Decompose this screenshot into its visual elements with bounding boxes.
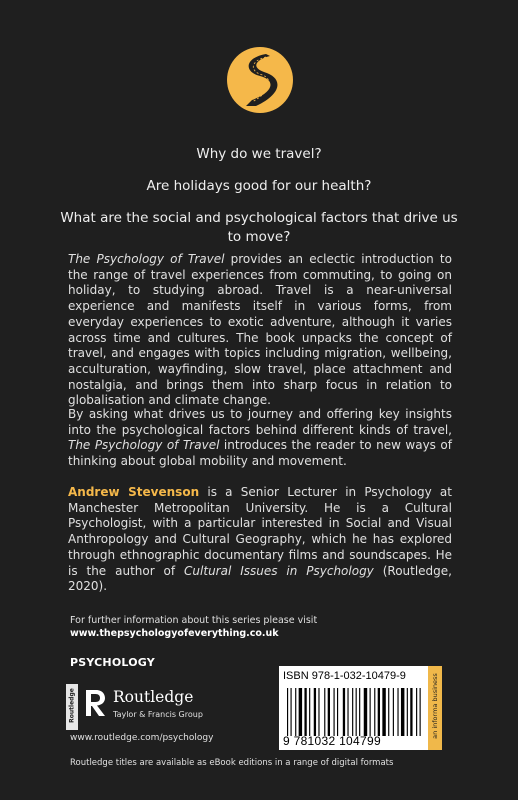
barcode-bar	[352, 688, 353, 736]
question-2: Are holidays good for our health?	[146, 178, 372, 194]
barcode-bar	[309, 688, 310, 736]
author-bio-text: is a Senior Lecturer in Psychology at Manchester Metropolitan University. He is a Cultural Psychologist, with a particular interested in Social and Visual Anthropology and Cultural Geography, which he has explored through ethnographic documentary films and soundscapes. He is the author of	[68, 485, 452, 578]
barcode-bar	[299, 688, 302, 736]
publisher-stripe-text: Routledge	[68, 688, 76, 723]
barcode-bar	[304, 688, 306, 736]
barcode-bar	[370, 688, 371, 736]
barcode-bar	[356, 688, 357, 736]
barcode-bar	[347, 688, 348, 736]
barcode-bar	[359, 688, 360, 736]
barcode-bar	[382, 688, 385, 736]
barcode-bar	[291, 688, 292, 736]
barcode-bar	[410, 688, 412, 736]
barcode-bar	[343, 688, 345, 736]
road-logo-icon	[226, 46, 294, 114]
barcode-bar	[407, 688, 408, 736]
description-paragraph-2	[68, 407, 452, 470]
barcode-bar	[416, 688, 417, 736]
barcode-bar	[328, 688, 330, 736]
barcode-bar	[420, 688, 421, 736]
question-3: What are the social and psychological factors that drive us to move?	[60, 210, 458, 245]
barcode	[279, 666, 428, 750]
barcode-bar	[378, 688, 380, 736]
informa-label: an informa business	[431, 673, 439, 739]
ebook-note: Routledge titles are available as eBook editions in a range of digital formats	[70, 758, 394, 768]
publisher-group: Taylor & Francis Group	[113, 710, 203, 719]
publisher-stripe	[66, 684, 78, 730]
barcode-bar	[388, 688, 389, 736]
description-text-2a: By asking what drives us to journey and offering key insights into the psychological factors behind different kinds of travel,	[68, 407, 452, 437]
barcode-bar	[287, 688, 288, 736]
author-bio	[68, 485, 452, 595]
series-url-link[interactable]: www.thepsychologyofeverything.co.uk	[70, 628, 279, 639]
description-paragraph-1	[68, 252, 452, 409]
book-title: The Psychology of Travel	[68, 438, 220, 453]
barcode-bar	[318, 688, 319, 736]
series-info-line: For further information about this series please visit	[70, 615, 318, 626]
barcode-bar	[324, 688, 325, 736]
barcode-bar	[393, 688, 394, 736]
barcode-bar	[374, 688, 375, 736]
other-book-title: Cultural Issues in Psychology	[184, 563, 374, 578]
isbn-label: ISBN 978-1-032-10479-9	[283, 670, 406, 682]
publisher-url-link[interactable]: www.routledge.com/psychology	[70, 733, 214, 743]
publisher-logo	[66, 684, 266, 730]
barcode-bar	[314, 688, 316, 736]
barcode-bar	[337, 688, 338, 736]
barcode-bar	[401, 688, 404, 736]
barcode-digits: 9 781032 104799	[283, 734, 381, 748]
publisher-name: Routledge	[113, 688, 194, 706]
question-list	[60, 145, 458, 260]
author-bio-end: (Routledge, 2020).	[68, 563, 452, 594]
author-name: Andrew Stevenson	[68, 485, 200, 499]
category-label: PSYCHOLOGY	[70, 656, 155, 669]
series-info	[70, 614, 317, 640]
barcode-bars	[285, 688, 423, 736]
barcode-bar	[397, 688, 398, 736]
question-1: Why do we travel?	[196, 146, 322, 162]
routledge-r-icon	[82, 688, 108, 718]
informa-strip	[428, 666, 442, 750]
barcode-bar	[334, 688, 335, 736]
barcode-bar	[295, 688, 296, 736]
book-title: The Psychology of Travel	[68, 252, 225, 266]
description-text-2b: introduces the reader to new ways of thinking about global mobility and movement.	[68, 438, 452, 469]
description-text-1: provides an eclectic introduction to the range of travel experiences from commuting, to going on holiday, to studying abroad. Travel is a near-universal experience and manifests itself in various forms, from everyday experiences to exotic adventure, although it varies across time and cultures. The book unpacks the concept of travel, and engages with topics including migration, wellbeing, acculturation, wayfinding, slow travel, place attachment and nostalgia, and brings them into sharp focus in relation to globalisation and climate change.	[68, 252, 452, 408]
barcode-bar	[364, 688, 367, 736]
